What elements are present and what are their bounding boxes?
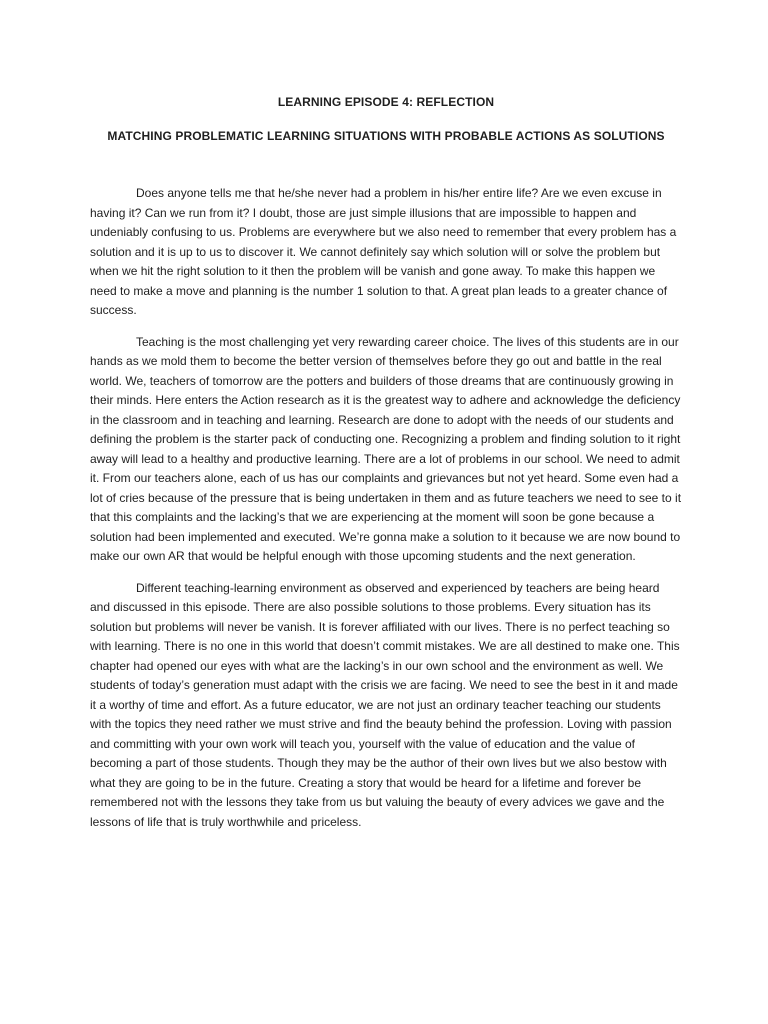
document-subtitle: MATCHING PROBLEMATIC LEARNING SITUATIONS WITH PROBABLE ACTIONS AS SOLUTIONS xyxy=(107,129,665,143)
paragraph-3: Different teaching-learning environment as observed and experienced by teachers are being heard and discussed in this episode. There are also possible solutions to those problems. Every situation has its solution but problems will never be vanish. It is forever affiliated with our lives. There is no perfect teaching so with learning. There is no one in this world that doesn’t commit mistakes. We are all destined to make one. This chapter had opened our eyes with what are the lacking’s in our own school and the environment as well. We students of today’s generation must adapt with the crisis we are facing. We need to see the best in it and made it a worthy of time and effort. As a future educator, we are not just an ordinary teacher teaching our students with the topics they need rather we must strive and find the beauty behind the profession. Loving with passion and committing with your own work will teach you, yourself with the value of education and the value of becoming a part of those students. Though they may be the author of their own lives but we also bestow with what they are going to be in the future. Creating a story that would be heard for a lifetime and forever be remembered not with the lessons they take from us but valuing the beauty of every advices we gave and the lessons of life that is truly worthwhile and priceless. xyxy=(90,580,680,829)
document-title: LEARNING EPISODE 4: REFLECTION xyxy=(277,95,495,109)
paragraph-1: Does anyone tells me that he/she never had a problem in his/her entire life? Are we even excuse in having it? Can we run from it? I doubt, those are just simple illusions that are impossible to happen and undeniably confusing to us. Problems are everywhere but we also need to remember that every problem has a solution and it is up to us to discover it. We cannot definitely say which solution will or solve the problem but when we hit the right solution to it then the problem will be vanish and gone away. To make this happen we need to make a move and planning is the number 1 solution to that. A great plan leads to a greater chance of success. xyxy=(90,186,677,317)
paragraph-2: Teaching is the most challenging yet very rewarding career choice. The lives of this students are in our hands as we mold them to become the better version of themselves before they go out and battle in the real world. We, teachers of tomorrow are the potters and builders of those dreams that are continuously growing in their minds. Here enters the Action research as it is the greatest way to adhere and acknowledge the deficiency in the classroom and in teaching and learning. Research are done to adopt with the needs of our students and defining the problem is the starter pack of conducting one. Recognizing a problem and finding solution to it right away will lead to a healthy and productive learning. There are a lot of problems in our school. We need to admit it. From our teachers alone, each of us has our complaints and grievances but not yet heard. Some even had a lot of cries because of the pressure that is being undertaken in them and as future teachers we need to see to it that this complaints and the lacking’s that we are experiencing at the moment will soon be gone because a solution had been implemented and executed. We’re gonna make a solution to it because we are now bound to make our own AR that would be helpful enough with those upcoming students and the next generation. xyxy=(90,334,682,563)
document-body xyxy=(90,184,682,832)
